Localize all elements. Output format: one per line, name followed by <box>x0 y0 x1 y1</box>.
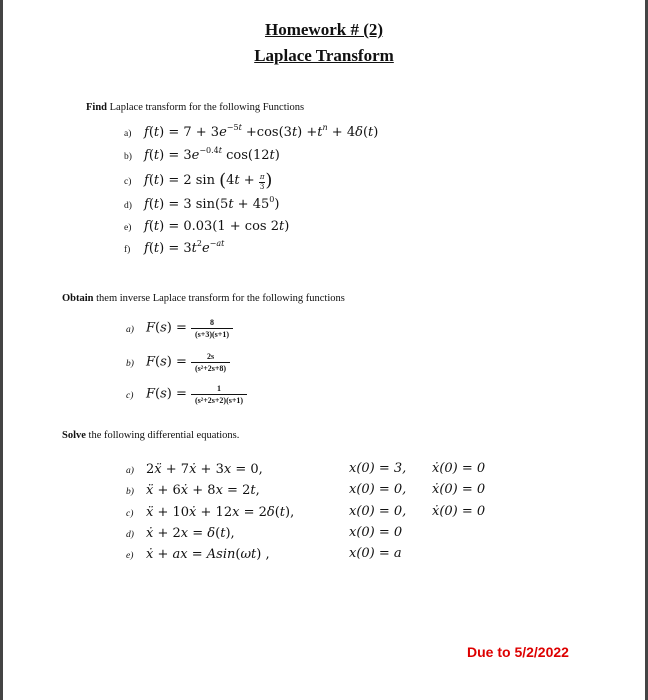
initial-condition-xdot: ẋ(0) = 0 <box>432 504 486 519</box>
equation: 2ẍ + 7ẋ + 3x = 0, <box>146 462 263 477</box>
initial-condition-x: x(0) = a <box>349 546 402 561</box>
item-label: b) <box>126 358 134 369</box>
ode-item-a <box>126 461 263 477</box>
initial-condition-x: x(0) = 0, <box>349 504 407 519</box>
equation: ẋ + ax = Asin(ωt) , <box>146 547 270 562</box>
ode-item-c <box>126 504 294 520</box>
laplace-item-b <box>124 147 280 163</box>
ode-item-b <box>126 482 260 498</box>
fraction <box>191 318 233 339</box>
function-expression: $f(t) = 3t^2e^{-at}$ <box>144 239 225 256</box>
laplace-item-e <box>124 218 289 234</box>
laplace-item-c <box>124 170 272 192</box>
initial-condition-x: x(0) = 3, <box>349 461 407 476</box>
section3-heading-text: the following differential equations. <box>85 430 240 441</box>
inverse-item-c: c) F(s) = $\frac{1}{\text{(s²+2s+2)(s+1)}}$ <box>126 384 247 405</box>
item-label: c) <box>124 177 132 187</box>
function-expression: f(t) = 3 $\sin(5t + 45^0)$ <box>144 195 280 212</box>
laplace-item-f <box>124 240 224 256</box>
section3-heading <box>62 430 239 441</box>
item-label: e) <box>124 223 132 233</box>
fraction <box>191 384 247 405</box>
item-label: a) <box>126 466 134 476</box>
item-label: d) <box>126 530 134 540</box>
homework-title: Homework # (2) <box>264 20 384 39</box>
section1-heading-bold: Find <box>86 102 108 113</box>
item-label: a) <box>124 129 132 139</box>
denominator: (s²+2s+2)(s+1) <box>191 394 247 406</box>
function-expression: $f(t) = 7 + 3e^{-5t} +\cos(3t) +t^n + 4\delta(t)$ <box>144 123 379 140</box>
item-label: b) <box>124 152 132 162</box>
ode-item-d <box>126 525 235 541</box>
section2-heading <box>62 293 345 304</box>
section3-heading-bold: Solve <box>62 430 86 441</box>
equation: ẋ + 2x = δ(t), <box>146 526 235 541</box>
numerator: 2s <box>206 352 215 361</box>
item-label: c) <box>126 390 134 401</box>
item-label: c) <box>126 509 134 519</box>
due-date: Due to 5/2/2022 <box>467 644 569 660</box>
left-border <box>0 0 3 700</box>
item-label: f) <box>124 245 131 255</box>
denominator: (s²+2s+8) <box>191 362 230 374</box>
section2-heading-text: them inverse Laplace transform for the following functions <box>93 293 345 304</box>
item-label: b) <box>126 487 134 497</box>
denominator: (s+3)(s+1) <box>191 328 233 340</box>
function-expression: $f(t) = 3e^{-0.4t}$ cos(12t) <box>144 146 280 163</box>
item-label: d) <box>124 201 132 211</box>
initial-condition-x: x(0) = 0, <box>349 482 407 497</box>
initial-condition-xdot: ẋ(0) = 0 <box>432 482 486 497</box>
initial-condition-x: x(0) = 0 <box>349 525 403 540</box>
ode-item-e <box>126 546 270 562</box>
initial-condition-xdot: ẋ(0) = 0 <box>432 461 486 476</box>
inverse-item-a: a) F(s) = $\frac{8}{(s+3)(s+1)}$ <box>126 318 233 339</box>
numerator: 1 <box>217 384 222 393</box>
section2-heading-bold: Obtain <box>62 293 94 304</box>
equation: ẍ + 10ẋ + 12x = 2δ(t), <box>146 505 295 520</box>
item-label: a) <box>126 324 134 335</box>
numerator: 8 <box>210 318 215 327</box>
laplace-item-d <box>124 196 279 212</box>
fraction <box>191 352 230 373</box>
section1-heading <box>86 102 304 113</box>
section1-heading-text: Laplace transform for the following Functions <box>107 102 305 113</box>
function-expression: f(t) = 2 sin (4t + $\frac{\pi}{3}$ ) <box>144 170 273 191</box>
laplace-item-a <box>124 124 378 140</box>
topic-title: Laplace Transform <box>254 46 394 65</box>
function-expression: f(t) = 0.03(1 + cos 2t) <box>144 219 290 234</box>
equation: ẍ + 6ẋ + 8x = 2t, <box>146 483 260 498</box>
item-label: e) <box>126 551 134 561</box>
inverse-item-b: b) F(s) = $\frac{2s}{\text{(s²+2s+8)}}$ <box>126 352 230 373</box>
